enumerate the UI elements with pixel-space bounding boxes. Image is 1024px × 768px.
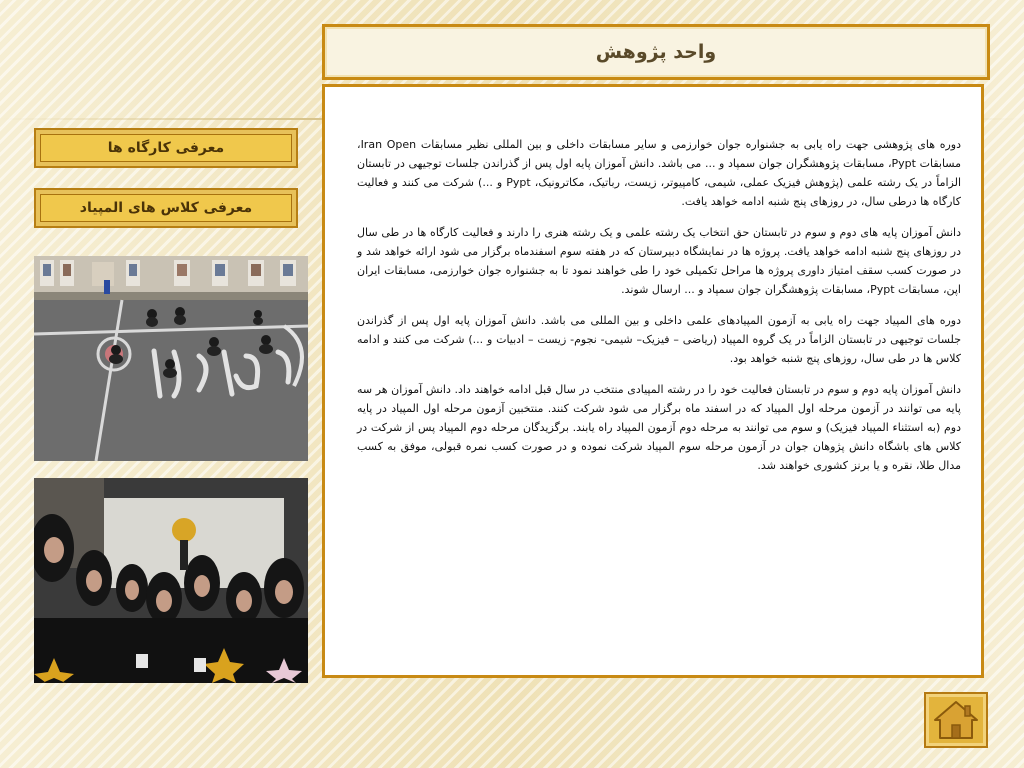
workshops-button-label: معرفی کارگاه ها [107, 140, 225, 156]
schoolyard-photo-drawing [34, 256, 308, 461]
students-trophy-photo-drawing [34, 478, 308, 683]
olympiad-classes-button-face [40, 194, 292, 222]
paragraph-olympiad-stages: دانش آموزان پایه دوم و سوم در تابستان فعالیت خود را در رشته المپیادی منتخب در سال قبل ادامه خواهند داد. دانش آموزان هر سه پایه می توانند در آزمون مرحله اول المپیاد که در اسفند ماه برگزار می شود شرکت کنند. منتخبین آزمون مرحله اول المپیاد در پایه دوم (به استثناء المپیاد فیزیک) و سوم می توانند به مرحله دوم آزمون المپیاد راه یابند. برگزیدگان مرحله دوم المپیاد پس از شرکت در کلاس های باشگاه دانش پژوهان جوان در آزمون مرحله سوم المپیاد شرکت نموده و در صورت کسب نمره قبولی، موفق به کسب مدال طلا، نقره و یا برنز کشوری خواهند شد. [357, 383, 961, 472]
students-trophy-photo [34, 478, 308, 683]
olympiad-classes-button-label: معرفی کلاس های المپیاد [79, 200, 253, 216]
olympiad-classes-button[interactable] [34, 188, 298, 228]
home-button[interactable] [924, 692, 988, 748]
paragraph-research-courses: دوره های پژوهشی جهت راه یابی به جشنواره جوان خوارزمی و سایر مسابقات داخلی و بین المللی نظیر مسابقات Iran Open، مسابقات Pypt، مسابقات پژوهشگران جوان سمپاد و ... می باشد. دانش آموزان پایه اول پس از گذراندن جلسات توجیهی در تابستان الزاماً در یک رشته علمی (پژوهش فیزیک عملی، شیمی، کامپیوتر، زیست، رباتیک، مکاترونیک، Pypt و ...) شرکت می کنند و فعالیت کارگاه ها درطی سال، در روزهای پنج شنبه ادامه خواهد یافت. [357, 138, 962, 208]
schoolyard-photo [34, 256, 308, 461]
workshops-button[interactable] [34, 128, 298, 168]
paragraph-workshops: دانش آموزان پایه های دوم و سوم در تابستان حق انتخاب یک رشته علمی و یک رشته هنری را دارند و فعالیت کارگاه ها در طی سال در روزهای پنج شنبه ادامه خواهد یافت. پروژه ها در نمایشگاه دبیرستان که در هفته سوم اسفندماه برگزار می شود ارائه خواهد شد و در صورت کسب سقف امتیاز داوری پروژه ها مراحل تکمیلی خود را طی خواهند نمود تا به جشنواره جوان خوارزمی، مسابقات ایران اپن، مسابقات Pypt، مسابقات پژوهشگران جوان سمپاد و ... ارسال شوند. [357, 226, 961, 296]
home-icon [932, 699, 980, 741]
page-title: واحد پژوهش [595, 41, 717, 63]
content-text [357, 135, 961, 487]
page-title-box [322, 24, 990, 80]
paragraph-olympiad-courses: دوره های المپیاد جهت راه یابی به آزمون المپیادهای علمی داخلی و بین المللی می باشد. دانش آموزان پایه اول پس از گذراندن جلسات توجیهی در تابستان الزاماً در یک گروه المپیاد (ریاضی – فیزیک– شیمی- نجوم- زیست – ادبیات و ...) شرکت می کنند و ادامه کلاس ها در طی سال، روزهای پنج شنبه خواهد بود. [357, 314, 961, 365]
workshops-button-face [40, 134, 292, 162]
content-panel [322, 84, 984, 678]
